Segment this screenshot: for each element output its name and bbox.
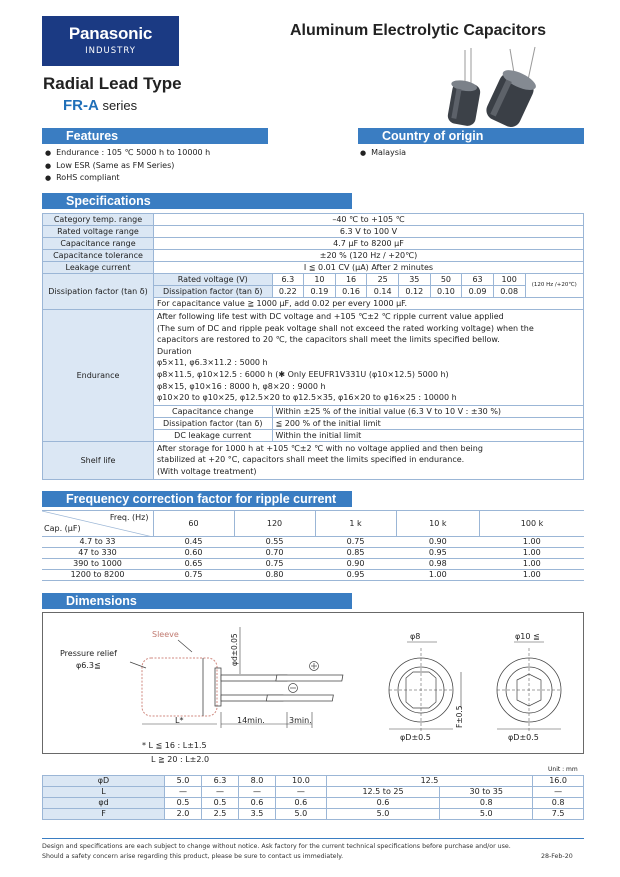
phi63-label: φ6.3≦ (76, 661, 101, 670)
dimension-drawing (42, 612, 584, 754)
pressure-relief-leader (130, 662, 146, 668)
phid-label: φd±0.05 (230, 633, 239, 666)
dims-row-label: L (43, 787, 165, 798)
spec-value: ±20 % (120 Hz / +20℃) (154, 250, 584, 262)
freq-value: 0.75 (234, 559, 315, 570)
endurance-limit-row (154, 405, 583, 417)
frequency-row (42, 548, 584, 559)
capacitor-seal (215, 668, 221, 706)
phi10-label: φ10 ≦ (515, 632, 540, 641)
limit-label: Dissipation factor (tan δ) (154, 417, 272, 429)
min3-label: 3min. (289, 716, 312, 725)
spec-row-shelf-life (43, 441, 584, 479)
lead-plus-ext (276, 675, 343, 681)
shelf-line: stabilized at +20 °C, capacitors shall meet the limits specified in endurance. (157, 455, 465, 465)
freq-cap: 4.7 to 33 (42, 537, 153, 548)
spec-row-endurance (43, 310, 584, 442)
dims-cell: 3.5 (239, 809, 276, 820)
dims-cell: 5.0 (276, 809, 327, 820)
freq-header-cell: 120 (234, 511, 315, 537)
freq-value: 1.00 (480, 559, 584, 570)
freq-value: 0.55 (234, 537, 315, 548)
freq-cap: 390 to 1000 (42, 559, 153, 570)
dims-row-label: φd (43, 798, 165, 809)
dims-cell: 10.0 (276, 776, 327, 787)
df-voltage: 25 (367, 274, 399, 286)
spec-value: 4.7 µF to 8200 µF (154, 238, 584, 250)
dissipation-cell (154, 274, 584, 310)
freq-value: 0.90 (315, 559, 396, 570)
spec-label: Rated voltage range (43, 226, 154, 238)
features-list (45, 147, 210, 185)
dims-cell: 8.0 (239, 776, 276, 787)
freq-value: 1.00 (480, 570, 584, 581)
dims-cell: 2.0 (165, 809, 202, 820)
freq-value: 0.95 (315, 570, 396, 581)
df-extra-row (154, 298, 583, 310)
limit-value: Within ±25 % of the initial value (6.3 V to 10 V : ±30 %) (272, 405, 583, 417)
freq-value: 0.70 (234, 548, 315, 559)
f-label: F±0.5 (455, 705, 464, 728)
endurance-line: φ8×15, φ10×16 : 8000 h, φ8×20 : 9000 h (157, 381, 326, 391)
dims-cell: 0.8 (533, 798, 584, 809)
freq-value: 0.95 (396, 548, 480, 559)
df-voltage: 35 (399, 274, 431, 286)
spec-row-category (43, 214, 584, 226)
freq-cap: 1200 to 8200 (42, 570, 153, 581)
endurance-line: (The sum of DC and ripple peak voltage shall not exceed the rated working voltage) when the (157, 323, 534, 333)
dims-cell: — (239, 787, 276, 798)
dims-cell: 0.5 (202, 798, 239, 809)
footer-date: 28-Feb-20 (541, 853, 573, 860)
dims-cell: 2.5 (202, 809, 239, 820)
sleeve-label: Sleeve (152, 630, 179, 639)
frequency-row (42, 537, 584, 548)
endurance-cell (154, 310, 584, 442)
spec-label: Dissipation factor (tan δ) (43, 274, 154, 310)
spec-label: Capacitance range (43, 238, 154, 250)
limit-value: Within the initial limit (272, 429, 583, 441)
spec-row-rated (43, 226, 584, 238)
freq-value: 1.00 (480, 537, 584, 548)
endurance-line: φ8×11.5, φ10×12.5 : 6000 h (✱ Only EEUFR1V331U (φ10×12.5) 5000 h) (157, 369, 449, 379)
freq-corner-cell (42, 511, 153, 537)
dims-cell: 7.5 (533, 809, 584, 820)
dims-row-label: φD (43, 776, 165, 787)
phid-dim-label-2: φD±0.5 (508, 733, 539, 742)
spec-value: I ≦ 0.01 CV (µA) After 2 minutes (154, 262, 584, 274)
origin-item: ● Malaysia (360, 147, 406, 160)
brand-name: Panasonic (68, 24, 153, 43)
endurance-limit-row (154, 429, 583, 441)
series-word: series (102, 98, 138, 113)
dims-row (43, 776, 584, 787)
df-value: 0.14 (367, 286, 399, 298)
origin-header: Country of origin (358, 128, 584, 144)
freq-header-cell: 60 (153, 511, 234, 537)
dims-cell: 0.8 (440, 798, 533, 809)
spec-label: Shelf life (43, 441, 154, 479)
limit-value: ≦ 200 % of the initial limit (272, 417, 583, 429)
phid-dim-label-1: φD±0.5 (400, 733, 431, 742)
dims-cell: 16.0 (533, 776, 584, 787)
l-label: L* (175, 716, 184, 725)
dims-cell: — (202, 787, 239, 798)
spec-label: Leakage current (43, 262, 154, 274)
lead-minus-ext (266, 695, 333, 701)
dims-cell: — (533, 787, 584, 798)
df-voltage: 100 (493, 274, 525, 286)
brand-logo (42, 16, 179, 66)
dims-cell: 6.3 (202, 776, 239, 787)
freq-value: 0.80 (234, 570, 315, 581)
capacitor-body (142, 658, 217, 716)
spec-value: 6.3 V to 100 V (154, 226, 584, 238)
dims-cell: 0.6 (276, 798, 327, 809)
dims-row (43, 809, 584, 820)
df-value: 0.22 (272, 286, 304, 298)
dims-row (43, 787, 584, 798)
df-value: 0.09 (462, 286, 494, 298)
freq-cap: 47 to 330 (42, 548, 153, 559)
dims-row (43, 798, 584, 809)
phi8-label: φ8 (410, 632, 421, 641)
specifications-header: Specifications (42, 193, 352, 209)
frequency-header: Frequency correction factor for ripple current (42, 491, 352, 507)
df-voltage: 50 (430, 274, 462, 286)
length-note-2: L ≧ 20 : L±2.0 (151, 755, 210, 764)
df-extra: For capacitance value ≧ 1000 µF, add 0.02 per every 1000 µF. (154, 298, 583, 310)
dims-cell: 0.6 (326, 798, 440, 809)
spec-label: Endurance (43, 310, 154, 442)
series-title (63, 97, 137, 114)
pressure-relief-label: Pressure relief (60, 649, 117, 658)
frequency-table (42, 510, 584, 581)
freq-value: 0.85 (315, 548, 396, 559)
freq-value: 1.00 (396, 570, 480, 581)
dimensions-table (42, 775, 584, 820)
series-code: FR-A (63, 97, 99, 114)
dims-cell: 0.6 (239, 798, 276, 809)
freq-value: 0.75 (315, 537, 396, 548)
spec-label: Capacitance tolerance (43, 250, 154, 262)
df-value: 0.10 (430, 286, 462, 298)
dims-cell: 12.5 (326, 776, 532, 787)
cap-label: Cap. (µF) (44, 524, 81, 533)
document-title: Aluminum Electrolytic Capacitors (290, 22, 547, 39)
freq-value: 0.65 (153, 559, 234, 570)
frequency-row (42, 570, 584, 581)
dims-row-label: F (43, 809, 165, 820)
df-value: 0.19 (304, 286, 336, 298)
dims-cell: — (165, 787, 202, 798)
df-voltage: 16 (335, 274, 367, 286)
df-value: 0.08 (493, 286, 525, 298)
sleeve-leader (178, 640, 192, 652)
spec-row-capacitance (43, 238, 584, 250)
feature-item: ● Endurance : 105 ℃ 5000 h to 10000 h (45, 147, 210, 160)
shelf-line: After storage for 1000 h at +105 ℃±2 ℃ with no voltage applied and then being (157, 443, 483, 453)
df-value-row (154, 286, 583, 298)
endurance-text (154, 310, 583, 405)
spec-value: –40 ℃ to +105 ℃ (154, 214, 584, 226)
dissipation-subtable (154, 274, 583, 309)
dims-cell: 0.5 (165, 798, 202, 809)
df-value: 0.12 (399, 286, 431, 298)
freq-value: 0.98 (396, 559, 480, 570)
dimensions-header: Dimensions (42, 593, 352, 609)
dims-cell: 5.0 (440, 809, 533, 820)
limit-label: Capacitance change (154, 405, 272, 417)
endurance-line: Duration (157, 346, 192, 356)
spec-row-tolerance (43, 250, 584, 262)
freq-label: Freq. (Hz) (109, 513, 149, 522)
feature-item: ● RoHS compliant (45, 172, 210, 185)
length-note-1: * L ≦ 16 : L±1.5 (142, 741, 207, 750)
endurance-limit-row (154, 417, 583, 429)
shelf-line: (With voltage treatment) (157, 466, 257, 476)
dims-cell: 30 to 35 (440, 787, 533, 798)
frequency-header-row (42, 511, 584, 537)
type-title: Radial Lead Type (43, 74, 182, 93)
footer-divider (42, 838, 584, 839)
min14-label: 14min. (237, 716, 265, 725)
product-photo (440, 45, 560, 130)
endurance-line: φ5×11, φ6.3×11.2 : 5000 h (157, 358, 268, 368)
spec-row-dissipation (43, 274, 584, 310)
freq-value: 0.45 (153, 537, 234, 548)
freq-value: 0.90 (396, 537, 480, 548)
dims-cell: 5.0 (326, 809, 440, 820)
features-header: Features (42, 128, 268, 144)
freq-header-cell: 10 k (396, 511, 480, 537)
df-voltage: 63 (462, 274, 494, 286)
limit-label: DC leakage current (154, 429, 272, 441)
freq-value: 0.60 (153, 548, 234, 559)
origin-list (360, 147, 406, 160)
footer-text (42, 842, 511, 861)
df-row-label: Rated voltage (V) (154, 274, 272, 286)
df-value: 0.16 (335, 286, 367, 298)
df-row-label: Dissipation factor (tan δ) (154, 286, 272, 298)
spec-label: Category temp. range (43, 214, 154, 226)
endurance-line: φ10×20 to φ10×25, φ12.5×20 to φ12.5×35, φ16×20 to φ16×25 : 10000 h (157, 393, 457, 403)
capacitor-small (447, 48, 482, 127)
freq-header-cell: 100 k (480, 511, 584, 537)
df-voltage-row (154, 274, 583, 286)
feature-item: ● Low ESR (Same as FM Series) (45, 160, 210, 173)
endurance-line: capacitors are restored to 20 ℃, the capacitors shall meet the limits specified bellow. (157, 335, 500, 345)
freq-value: 1.00 (480, 548, 584, 559)
frequency-row (42, 559, 584, 570)
dims-cell: 5.0 (165, 776, 202, 787)
drawing-frame (43, 613, 584, 754)
dims-cell: 12.5 to 25 (326, 787, 440, 798)
brand-sub: INDUSTRY (85, 46, 136, 56)
df-voltage: 6.3 (272, 274, 304, 286)
endurance-line: After following life test with DC voltage and +105 ℃±2 ℃ ripple current value applied (157, 312, 504, 321)
df-note: (120 Hz /+20℃) (525, 274, 583, 298)
freq-value: 0.75 (153, 570, 234, 581)
dims-cell: — (276, 787, 327, 798)
freq-header-cell: 1 k (315, 511, 396, 537)
spec-row-leakage (43, 262, 584, 274)
df-voltage: 10 (304, 274, 336, 286)
shelf-cell (154, 441, 584, 479)
specifications-table (42, 213, 584, 480)
endurance-limits (154, 405, 583, 441)
footer-line: Should a safety concern arise regarding this product, please be sure to contact us immediately. (42, 852, 344, 860)
footer-line: Design and specifications are each subject to change without notice. Ask factory for the current technical specifications before purchase and/or use. (42, 843, 511, 850)
capacitor-large (483, 47, 538, 130)
unit-label: Unit : mm (548, 766, 578, 773)
